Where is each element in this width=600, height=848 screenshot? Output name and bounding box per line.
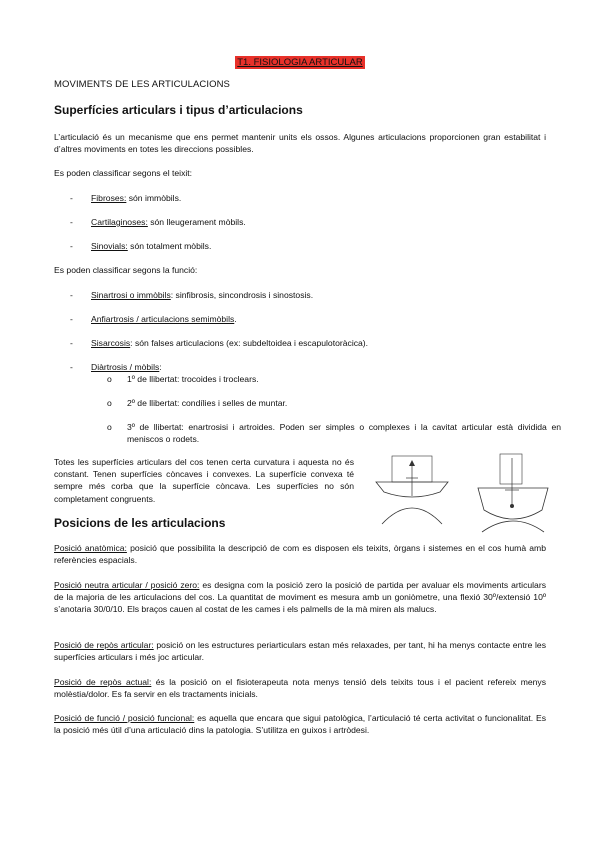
list-item: - Sisarcosis: són falses articulacions (ex: subdeltoidea i escapulotoràcica). bbox=[70, 338, 369, 348]
convex-joint-figure bbox=[470, 452, 556, 536]
funcio-list bbox=[70, 289, 561, 445]
teixit-list bbox=[70, 192, 246, 264]
section-heading-superficies: Superfícies articulars i tipus d’articulacions bbox=[54, 103, 303, 117]
list-item: - Sinartrosi o immòbils: sinfibrosis, sincondrosis i sinostosis. bbox=[70, 290, 314, 300]
intro-paragraph: L’articulació és un mecanisme que ens permet mantenir units els ossos. Algunes articulacions proporcionen gran estabilitat i d’altres moviments en totes les direccions possibles. bbox=[54, 132, 546, 155]
list-item: - Cartilaginoses: són lleugerament mòbils. bbox=[70, 217, 246, 227]
section-heading-posicions: Posicions de les articulacions bbox=[54, 516, 226, 530]
document-subtitle: MOVIMENTS DE LES ARTICULACIONS bbox=[54, 79, 230, 90]
document-title: T1. FISIOLOGIA ARTICULAR bbox=[237, 57, 363, 68]
posicio-repos-articular: Posició de repòs articular: posició on les estructures periarticulars estan més relaxades, per tant, hi ha menys contacte entre les superfícies articulars i més joc articular. bbox=[54, 640, 547, 663]
list-item: - Sinovials: són totalment mòbils. bbox=[70, 241, 212, 251]
list-item: - Fibroses: són immòbils. bbox=[70, 193, 182, 203]
list-item: - Diàrtrosis / mòbils: o 1º de llibertat: trocoides i troclears. o 2º de llibertat: condílies i selles de muntar. o 3º de llibertat: enartrosisi i artroides. Poden ser simples o complexes i la cavitat articular està dividida en meniscos o rodets. bbox=[70, 362, 561, 444]
list-item: - Anfiartrosis / articulacions semimòbils. bbox=[70, 314, 237, 324]
sublist-item: o 3º de llibertat: enartrosisi i artroides. Poden ser simples o complexes i la cavitat articular està dividida en meniscos o rodets. bbox=[107, 422, 561, 444]
concave-convex-joint-figure bbox=[368, 452, 456, 532]
posicio-anatomica: Posició anatòmica: posició que possibilita la descripció de com es disposen els teixits, òrgans i sistemes en el cos humà amb referències espacials. bbox=[54, 543, 546, 566]
curvature-paragraph: Totes les superfícies articulars del cos tenen certa curvatura i aquesta no és constant. Tenen superfícies còncaves i convexes. La superfície convexa té sempre més corba que la superfície còncava. Les superfícies no són completament congruents. bbox=[54, 457, 354, 504]
lead-teixit: Es poden classificar segons el teixit: bbox=[54, 168, 193, 178]
sublist-item: o 1º de llibertat: trocoides i troclears. bbox=[107, 374, 259, 384]
lead-funcio: Es poden classificar segons la funció: bbox=[54, 265, 198, 275]
posicio-neutra: Posició neutra articular / posició zero: es designa com la posició zero la posició de partida per avaluar els moviments articulars de la majoria de les articulacions del cos. La quantitat de moviment es mesura amb un goniòmetre, una flexió 30º/extensió 10º s’anotaria 30/0/10. Els braços cauen al costat de les cames i els palmells de la mà miren als malucs. bbox=[54, 580, 546, 615]
diartrosis-sublist bbox=[107, 373, 561, 445]
sublist-item: o 2º de llibertat: condílies i selles de muntar. bbox=[107, 398, 288, 408]
posicio-repos-actual: Posició de repòs actual: és la posició on el fisioterapeuta nota menys tensió dels teixits tous i el pacient refereix menys molèstia/dolor. Es fa servir en els tractaments inicials. bbox=[54, 677, 547, 700]
posicio-funcio: Posició de funció / posició funcional: es aquella que encara que sigui patològica, l’articulació té certa activitat o funcionalitat. Es la posició més útil d’una articulació dins la patologia. S’utilitza en guixos i artròdesi. bbox=[54, 713, 546, 736]
